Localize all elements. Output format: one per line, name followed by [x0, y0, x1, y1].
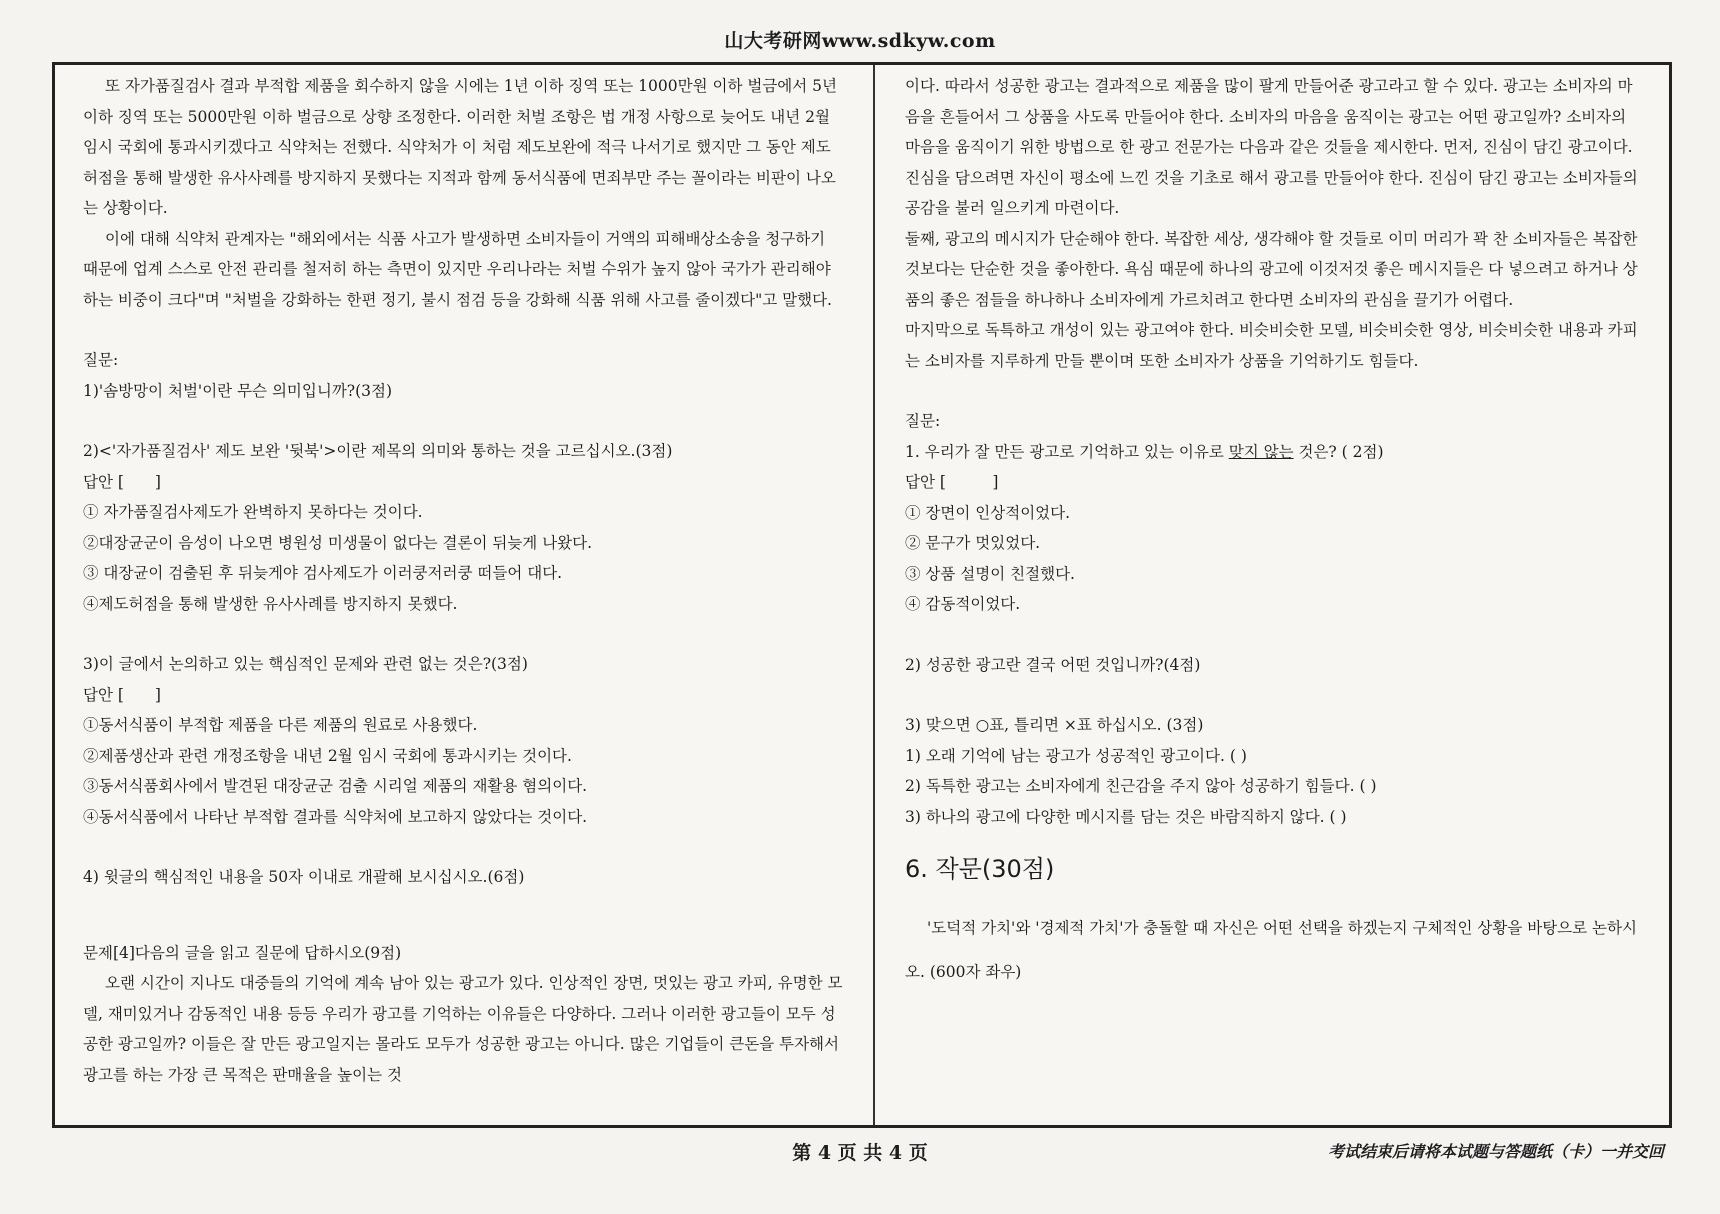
option-item: ① 장면이 인상적이었다. [905, 503, 1071, 522]
question-1-underlined: 맞지 않는 [1228, 442, 1294, 461]
answer-blank: 답안 [ ] [83, 685, 161, 704]
left-column [55, 65, 875, 1125]
question-1-text: 1. 우리가 잘 만든 광고로 기억하고 있는 이유로 [905, 442, 1229, 461]
question-3: 3)이 글에서 논의하고 있는 핵심적인 문제와 관련 없는 것은?(3점) [83, 655, 528, 673]
right-paragraph-1: 이다. 따라서 성공한 광고는 결과적으로 제품을 많이 팔게 만들어준 광고라고 할 수 있다. 광고는 소비자의 마음을 흔들어서 그 상품을 사도록 만들어야 한다. 소비자의 마음을 움직이는 광고는 어떤 광고일까? 소비자의 마음을 움직이기 위한 방법으로 한 광고 전문가는 다음과 같은 것들을 제시한다. 먼저, 진심이 담긴 광고이다. 진심을 담으려면 자신이 평소에 느낀 것을 기초로 해서 광고를 만들어야 한다. 진심이 담긴 광고는 소비자들의 공감을 불러 일으키게 마련이다. [905, 77, 1638, 217]
exam-frame [52, 62, 1672, 1128]
right-paragraph-3: 마지막으로 독특하고 개성이 있는 광고여야 한다. 비슷비슷한 모델, 비슷비슷한 영상, 비슷비슷한 내용과 카피는 소비자를 지루하게 만들 뿐이며 또한 소비자가 상품을 기억하기도 힘들다. [905, 321, 1638, 370]
section-6-title: 6. 작문(30점) [905, 855, 1055, 883]
option-item: ②제품생산과 관련 개정조항을 내년 2월 임시 국회에 통과시키는 것이다. [83, 746, 572, 765]
submission-note: 考试结束后请将本试题与答题纸（卡）一并交回 [1327, 1142, 1664, 1161]
question-2: 2)<'자가품질검사' 제도 보완 '뒷북'>이란 제목의 의미와 통하는 것을 고르십시오.(3점) [83, 442, 673, 460]
right-column [875, 65, 1669, 1125]
page-header: 山大考研网www.sdkyw.com [724, 30, 996, 52]
true-false-item: 3) 하나의 광고에 다양한 메시지를 담는 것은 바람직하지 않다. ( ) [905, 807, 1347, 826]
question-4: 4) 윗글의 핵심적인 내용을 50자 이내로 개괄해 보시십시오.(6점) [83, 868, 525, 886]
question-1-points: 것은? ( 2점) [1293, 442, 1384, 461]
left-paragraph-3: 오랜 시간이 지나도 대중들의 기억에 계속 남아 있는 광고가 있다. 인상적인 장면, 멋있는 광고 카피, 유명한 모델, 재미있거나 감동적인 내용 등등 우리가 광고를 기억하는 이유들은 다양하다. 그러나 이러한 광고들이 모두 성공한 광고일까? 이들은 잘 만든 광고일지는 몰라도 모두가 성공한 광고는 아니다. 많은 기업들이 큰돈을 투자해서 광고를 하는 가장 큰 목적은 판매율을 높이는 것 [83, 974, 843, 1084]
right-paragraph-2: 둘째, 광고의 메시지가 단순해야 한다. 복잡한 세상, 생각해야 할 것들로 이미 머리가 꽉 찬 소비자들은 복잡한 것보다는 단순한 것을 좋아한다. 욕심 때문에 하나의 광고에 이것저것 좋은 메시지들은 다 넣으려고 하거나 상품의 좋은 점들을 하나하나 소비자에게 가르치려고 한다면 소비자의 관심을 끌기가 어렵다. [905, 229, 1638, 309]
left-paragraph-2: 이에 대해 식약처 관계자는 "해외에서는 식품 사고가 발생하면 소비자들이 거액의 피해배상소송을 청구하기 때문에 업계 스스로 안전 관리를 철저히 하는 측면이 있지만 우리나라는 처벌 수위가 높지 않아 국가가 관리해야 하는 비중이 크다"며 "처벌을 강화하는 한편 정기, 불시 점검 등을 강화해 식품 위해 사고를 줄이겠다"고 말했다. [83, 229, 832, 309]
option-item: ③ 상품 설명이 친절했다. [905, 564, 1075, 583]
questions-label: 질문: [83, 351, 119, 369]
page-number: 第 4 页 共 4 页 [792, 1142, 928, 1164]
question-1 [905, 437, 1645, 468]
option-item: ②대장균군이 음성이 나오면 병원성 미생물이 없다는 결론이 뒤늦게 나왔다. [83, 533, 593, 552]
true-false-item: 1) 오래 기억에 남는 광고가 성공적인 광고이다. ( ) [905, 746, 1247, 765]
left-paragraph-1: 또 자가품질검사 결과 부적합 제품을 회수하지 않을 시에는 1년 이하 징역 또는 1000만원 이하 벌금에서 5년 이하 징역 또는 5000만원 이하 벌금으로 상향 조정한다. 이러한 처벌 조항은 법 개정 사항으로 늦어도 내년 2월 임시 국회에 통과시키겠다고 식약처는 전했다. 식약처가 이 처럼 제도보완에 적극 나서기로 했지만 그 동안 제도허점을 통해 발생한 유사사례를 방지하지 못했다는 지적과 함께 동서식품에 면죄부만 주는 꼴이라는 비판이 나오는 상황이다. [83, 77, 837, 217]
answer-blank: 답안 [ ] [83, 472, 161, 491]
problem-4-heading: 문제[4]다음의 글을 읽고 질문에 답하시오(9점) [83, 943, 402, 962]
answer-blank: 답안 [ ] [905, 473, 999, 491]
option-item: ④동서식품에서 나타난 부적합 결과를 식약처에 보고하지 않았다는 것이다. [83, 807, 588, 826]
option-item: ① 자가품질검사제도가 완벽하지 못하다는 것이다. [83, 503, 423, 521]
option-item: ④ 감동적이었다. [905, 595, 1021, 613]
option-item: ③ 대장균이 검출된 후 뒤늦게야 검사제도가 이러쿵저러쿵 떠들어 대다. [83, 564, 563, 582]
option-item: ④제도허점을 통해 발생한 유사사례를 방지하지 못했다. [83, 594, 458, 613]
option-item: ①동서식품이 부적합 제품을 다른 제품의 원료로 사용했다. [83, 716, 478, 734]
question-2: 2) 성공한 광고란 결국 어떤 것입니까?(4점) [905, 655, 1201, 674]
option-item: ② 문구가 멋있었다. [905, 534, 1041, 552]
true-false-item: 2) 독특한 광고는 소비자에게 친근감을 주지 않아 성공하기 힘들다. ( ) [905, 777, 1377, 795]
section-6-prompt: '도덕적 가치'와 '경제적 가치'가 충돌할 때 자신은 어떤 선택을 하겠는지 구체적인 상황을 바탕으로 논하시오. (600자 좌우) [905, 919, 1637, 981]
option-item: ③동서식품회사에서 발견된 대장균군 검출 시리얼 제품의 재활용 혐의이다. [83, 777, 588, 795]
question-3: 3) 맞으면 ○표, 틀리면 ×표 하십시오. (3점) [905, 716, 1204, 734]
question-1: 1)'솜방망이 처벌'이란 무슨 의미입니까?(3점) [83, 381, 393, 400]
questions-label: 질문: [905, 412, 941, 430]
